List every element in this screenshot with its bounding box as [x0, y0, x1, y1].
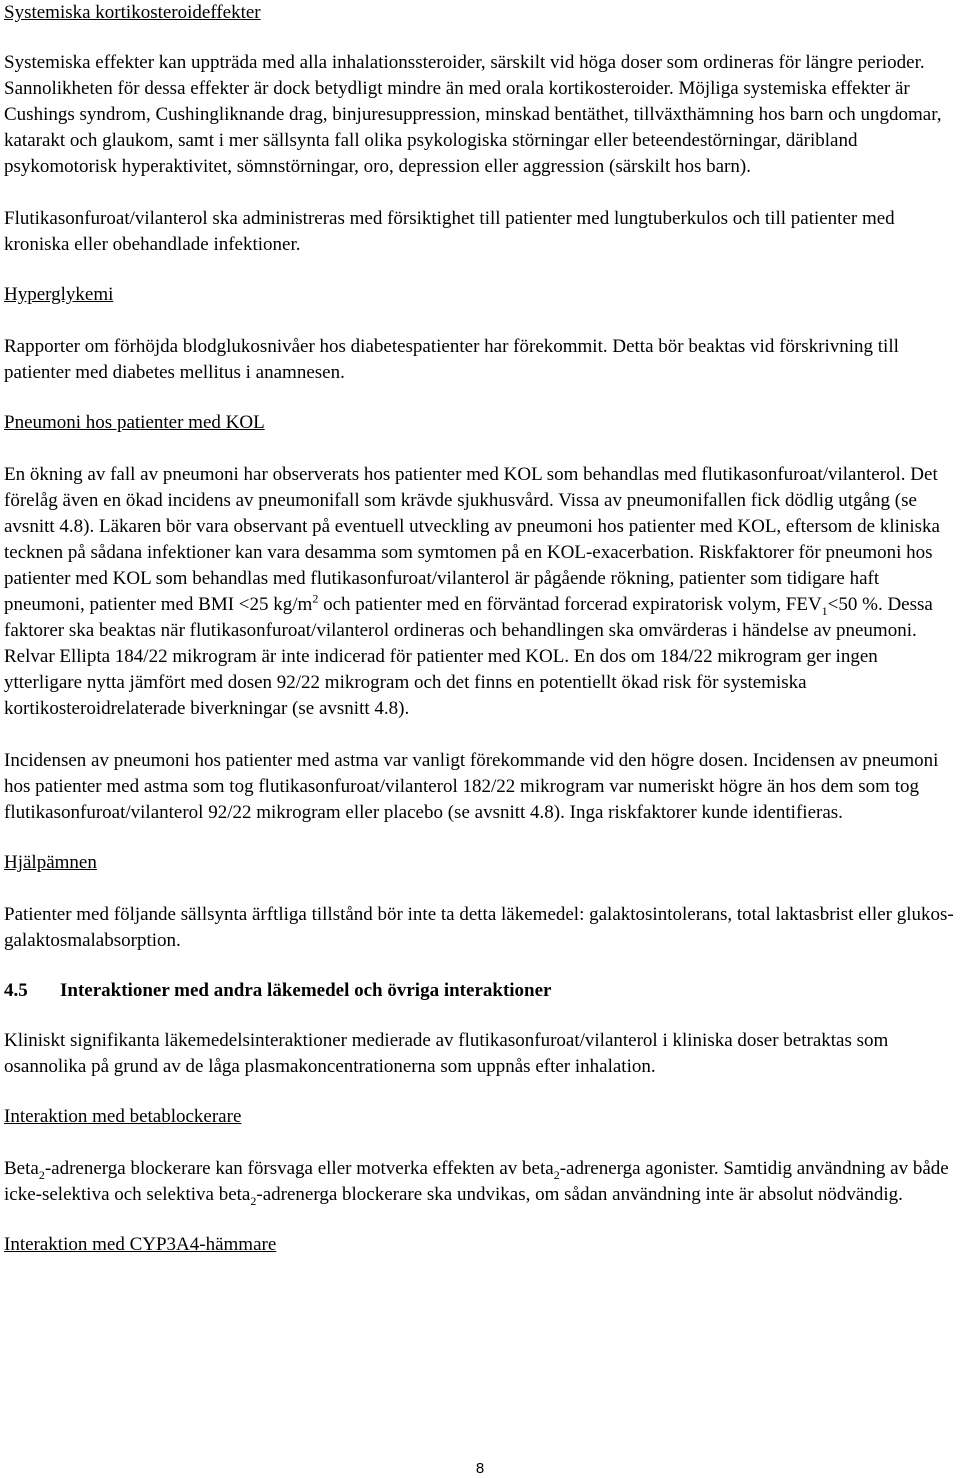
heading-interaktion-cyp3a4: Interaktion med CYP3A4-hämmare: [4, 1234, 277, 1255]
pneumoni-text-c: <50 %. Dessa faktorer ska beaktas när flutikasonfuroat/vilanterol ordineras och behandlingen ska omvärderas i händelse av pneumoni.: [4, 594, 933, 641]
paragraph-relvar-ellipta: Relvar Ellipta 184/22 mikrogram är inte indicerad för patienter med KOL. En dos om 184/22 mikrogram ger ingen ytterligare nytta jämfört med dosen 92/22 mikrogram och det finns en potentiellt ökad risk för systemiska kortikosteroidrelaterade biverkningar (se avsnitt 4.8).: [4, 646, 878, 719]
paragraph-betablockerare: [4, 1156, 956, 1208]
paragraph-pneumoni-astma: Incidensen av pneumoni hos patienter med astma var vanligt förekommande vid den högre dosen. Incidensen av pneumoni hos patienter med astma som tog flutikasonfuroat/vilanterol 182/22 mikrogram var numeriskt högre än hos dem som tog flutikasonfuroat/vilanterol 92/22 mikrogram eller placebo (se avsnitt 4.8). Inga riskfaktorer kunde identifieras.: [4, 750, 939, 823]
pneumoni-subscript: 1: [821, 603, 828, 618]
paragraph-interaktioner: Kliniskt signifikanta läkemedelsinteraktioner medierade av flutikasonfuroat/vilanterol i kliniska doser betraktas som osannolika på grund av de låga plasmakoncentrationerna som uppnås efter inhalation.: [4, 1030, 889, 1077]
beta-subscript-3: 2: [250, 1193, 257, 1208]
section-title: Interaktioner med andra läkemedel och övriga interaktioner: [60, 980, 552, 1001]
beta-text-1: Beta: [4, 1158, 39, 1179]
pneumoni-text-b: och patienter med en förväntad forcerad expiratorisk volym, FEV: [318, 594, 822, 615]
paragraph-flutikason-forsiktighet: Flutikasonfuroat/vilanterol ska administreras med försiktighet till patienter med lungtuberkulos och till patienter med kroniska eller obehandlade infektioner.: [4, 208, 895, 255]
section-heading-4-5: [4, 978, 956, 1004]
section-number: 4.5: [4, 980, 28, 1001]
document-page: [4, 0, 956, 1258]
paragraph-hjalpamnen: Patienter med följande sällsynta ärftliga tillstånd bör inte ta detta läkemedel: galaktosintolerans, total laktasbrist eller glukos-galaktosmalabsorption.: [4, 904, 954, 951]
pneumoni-superscript: 2: [312, 591, 319, 606]
beta-subscript-2: 2: [553, 1167, 560, 1182]
beta-subscript-1: 2: [38, 1167, 45, 1182]
heading-hjalpamnen: Hjälpämnen: [4, 852, 97, 873]
beta-text-3: -adrenerga agonister. Samtidig användning av både icke-selektiva och selektiva beta: [4, 1158, 949, 1205]
paragraph-systemiska-text: Systemiska effekter kan uppträda med alla inhalationssteroider, särskilt vid höga doser som ordineras för längre perioder. Sannolikheten för dessa effekter är dock betydligt mindre än med orala kortikosteroider. Möjliga systemiska effekter är Cushings syndrom, Cushingliknande drag, binjuresuppression, minskad bentäthet, tillväxthämning hos barn och ungdomar, katarakt och glaukom, samt i mer sällsynta fall olika psykologiska störningar eller beteendestörningar, däribland psykomotorisk hyperaktivitet, sömnstörningar, oro, depression eller aggression (särskilt hos barn).: [4, 52, 942, 177]
page-number: 8: [475, 1460, 485, 1477]
paragraph-systemiska-effekter: [4, 50, 956, 180]
beta-text-2: -adrenerga blockerare kan försvaga eller motverka effekten av beta: [44, 1158, 554, 1179]
heading-interaktion-betablockerare: Interaktion med betablockerare: [4, 1106, 242, 1127]
heading-hyperglykemi: Hyperglykemi: [4, 284, 114, 305]
beta-text-4: -adrenerga blockerare ska undvikas, om sådan användning inte är absolut nödvändig.: [256, 1184, 903, 1205]
paragraph-hyperglykemi: Rapporter om förhöjda blodglukosnivåer hos diabetespatienter har förekommit. Detta bör beaktas vid förskrivning till patienter med diabetes mellitus i anamnesen.: [4, 336, 899, 383]
heading-systemiska-kortikosteroideffekter: Systemiska kortikosteroideffekter: [4, 2, 261, 23]
pneumoni-text-a: En ökning av fall av pneumoni har observerats hos patienter med KOL som behandlas med flutikasonfuroat/vilanterol. Det förelåg även en ökad incidens av pneumonifall som krävde sjukhusvård. Vissa av pneumonifallen fick dödlig utgång (se avsnitt 4.8). Läkaren bör vara observant på eventuell utveckling av pneumoni hos patienter med KOL, eftersom de kliniska tecknen på sådana infektioner kan vara desamma som symtomen på en KOL-exacerbation. Riskfaktorer för pneumoni hos patienter med KOL som behandlas med flutikasonfuroat/vilanterol är pågående rökning, patienter som tidigare haft pneumoni, patienter med BMI <25 kg/m: [4, 464, 940, 615]
heading-pneumoni-kol: Pneumoni hos patienter med KOL: [4, 412, 265, 433]
paragraph-pneumoni-kol: [4, 462, 956, 644]
